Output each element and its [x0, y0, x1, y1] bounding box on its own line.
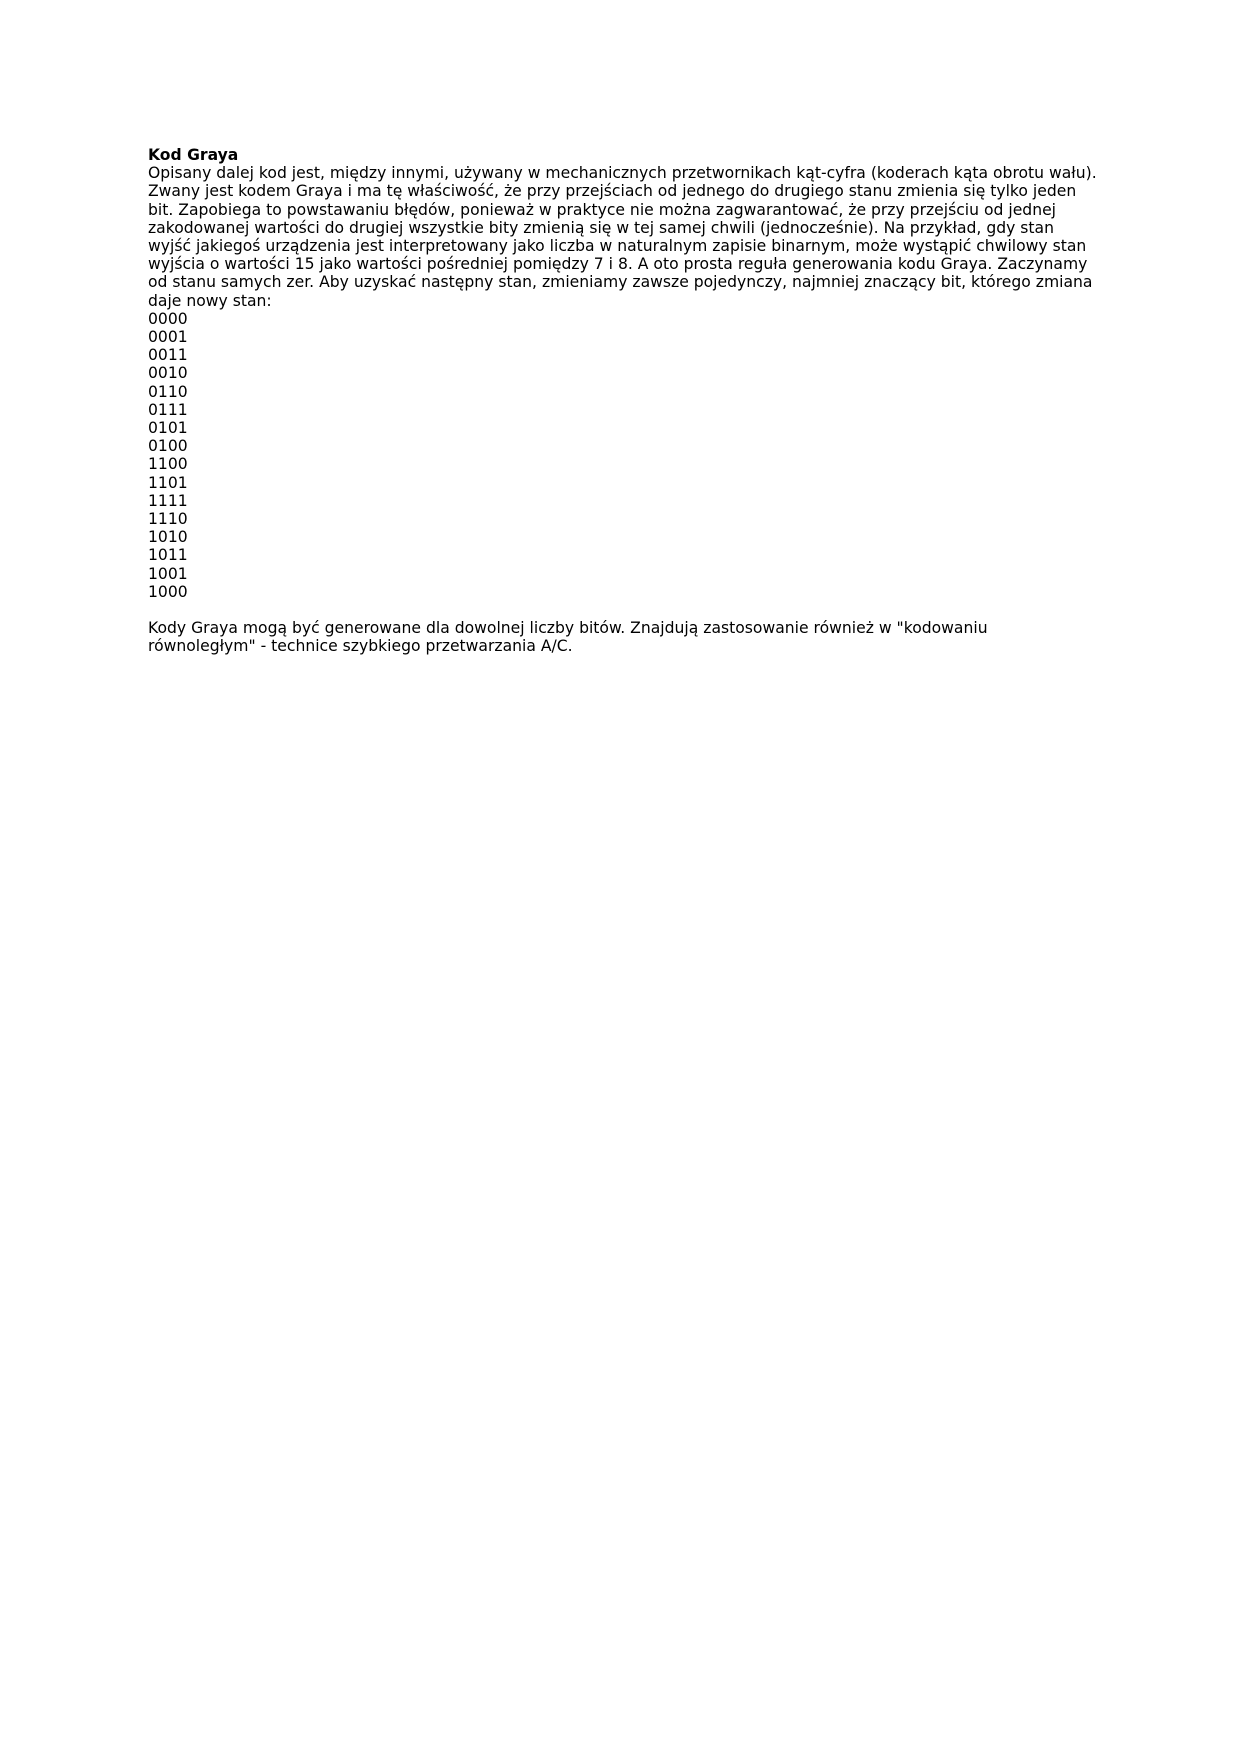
gray-code-item: 0000: [148, 309, 188, 328]
gray-code-item: 0010: [148, 364, 188, 383]
document-page: [148, 146, 1100, 656]
gray-code-item: 1000: [148, 582, 188, 601]
gray-code-list: [148, 310, 1100, 601]
gray-code-item: 0101: [148, 419, 188, 438]
blank-line: [148, 601, 1100, 619]
gray-code-item: 1101: [148, 473, 188, 492]
intro-paragraph: Opisany dalej kod jest, między innymi, używany w mechanicznych przetwornikach kąt-cyfra (koderach kąta obrotu wału). Zwany jest kodem Graya i ma tę właściwość, że przy przejściach od jednego do drugiego stanu zmienia się tylko jeden bit. Zapobiega to powstawaniu błędów, ponieważ w praktyce nie można zagwarantować, że przy przejściu od jednej zakodowanej wartości do drugiej wszystkie bity zmienią się w tej samej chwili (jednocześnie). Na przykład, gdy stan wyjść jakiegoś urządzenia jest interpretowany jako liczba w naturalnym zapisie binarnym, może wystąpić chwilowy stan wyjścia o wartości 15 jako wartości pośredniej pomiędzy 7 i 8. A oto prosta reguła generowania kodu Graya. Zaczynamy od stanu samych zer. Aby uzyskać następny stan, zmieniamy zawsze pojedynczy, najmniej znaczący bit, którego zmiana daje nowy stan:: [148, 164, 1097, 310]
gray-code-item: 1010: [148, 528, 188, 547]
outro-paragraph: Kody Graya mogą być generowane dla dowolnej liczby bitów. Znajdują zastosowanie również w "kodowaniu równoległym" - technice szybkiego przetwarzania A/C.: [148, 619, 988, 656]
gray-code-item: 1111: [148, 491, 188, 510]
document-title: Kod Graya: [148, 146, 239, 164]
gray-code-item: 0011: [148, 346, 188, 365]
gray-code-item: 1001: [148, 564, 188, 583]
gray-code-item: 1100: [148, 455, 188, 474]
gray-code-item: 1011: [148, 546, 188, 565]
gray-code-item: 0110: [148, 382, 188, 401]
gray-code-item: 0100: [148, 437, 188, 456]
gray-code-item: 1110: [148, 510, 188, 529]
gray-code-item: 0111: [148, 400, 188, 419]
gray-code-item: 0001: [148, 328, 188, 347]
